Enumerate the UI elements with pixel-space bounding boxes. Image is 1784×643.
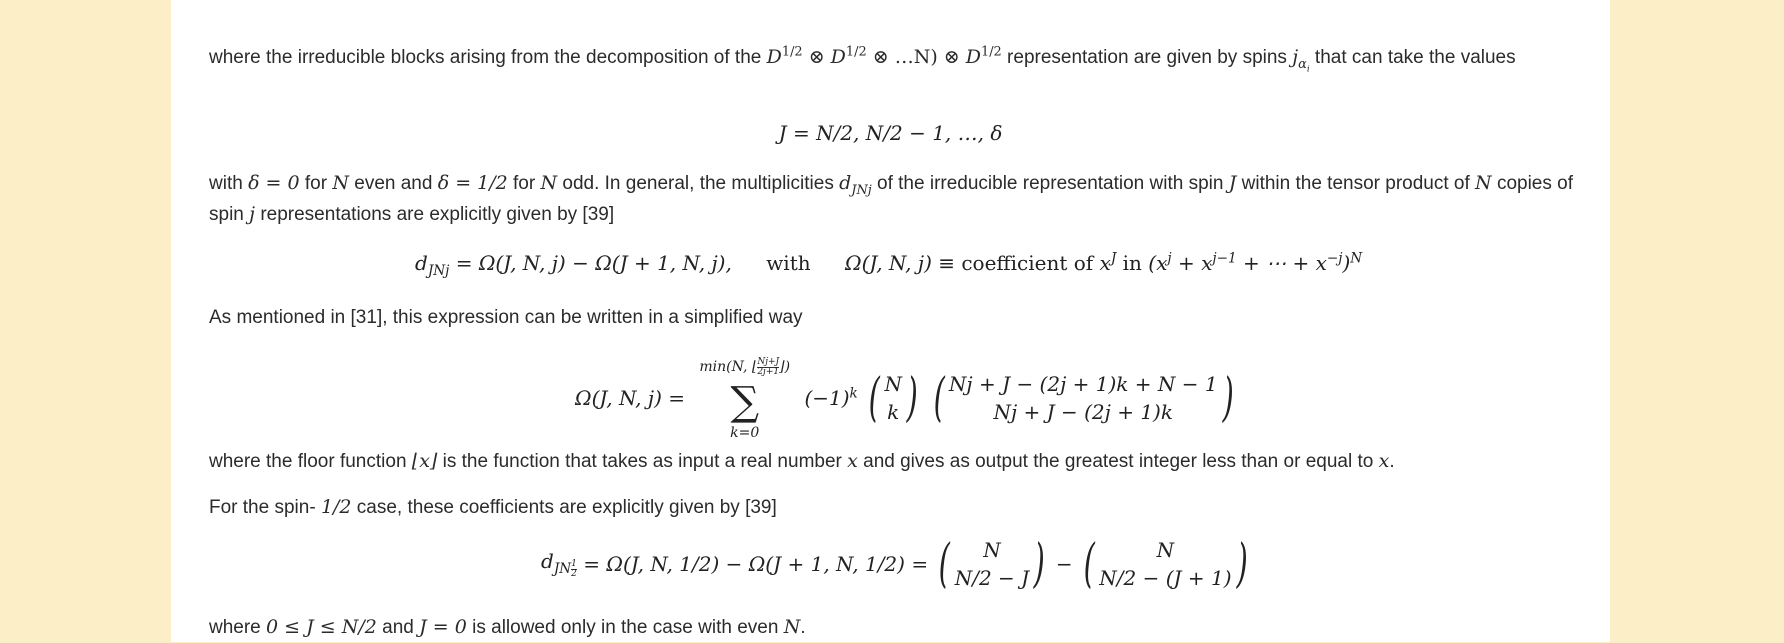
text: representation are given by spins <box>1001 47 1293 68</box>
paragraph-irreducible-blocks <box>209 42 1584 73</box>
equation-spin-half-coefficients: $d_{JN \frac{1}{2}}$ = Ω(J, N, 1/2) − Ω(J + 1, N, 1/2) = ( N N/2 − J ) − ( N N/2 − (J + 1) ) <box>541 536 1541 592</box>
equation-multiplicity-definition: $d_{JNj} = \Omega(J$, N, j) − Ω(J + 1, N, j), with Ω(J, N, j) ≡ coefficient of $x^J$ in ($x^j + x^{j-1}$ + ⋯ + $x^{-j})^N$ <box>415 250 1363 279</box>
spin-j-alpha: $j_{\alpha_i}$ <box>1292 46 1310 75</box>
binomial-N-k: ( N k ) <box>868 368 918 428</box>
binomial-N-half-J: ( N N/2 − J ) <box>939 534 1045 594</box>
equation-omega-sum: Ω(J, N, j) = min(N, ⌊ $\frac{Nj+J}{2j+1}$ ⌋) ∑ k=0 $(-1)^k$ ( N k ) ( Nj + J − (2j + 1)k + N − 1 Nj + J − (2j + 1)k ) <box>575 352 1475 432</box>
summation: min(N, ⌊ $\frac{Nj+J}{2j+1}$ ⌋) ∑ k=0 <box>699 356 791 441</box>
text: where the irreducible blocks arising from the decomposition of the <box>209 47 767 68</box>
paragraph-floor-function: where the floor function ⌊x⌋ is the function that takes as input a real number x and gives as output the greatest integer less than or equal to x. <box>209 450 1395 472</box>
tensor-product-expression: $D^{1/2}$ ⊗ $D^{1/2}$ ⊗ …N) ⊗ $D^{1/2}$ <box>766 44 1002 68</box>
math-floor: ⌊x⌋ <box>411 450 438 472</box>
math-delta-zero: δ = 0 <box>248 172 300 194</box>
paragraph-spin-half: For the spin- 1/2 case, these coefficients are explicitly given by [39] <box>209 496 777 518</box>
equation-spin-values: J = N/2, N/2 − 1, …, δ <box>778 121 1003 145</box>
paragraph-constraints: where 0 ≤ J ≤ N/2 and J = 0 is allowed only in the case with even N. <box>209 616 806 638</box>
paper-page <box>171 0 1610 642</box>
binomial-main: ( Nj + J − (2j + 1)k + N − 1 Nj + J − (2j + 1)k ) <box>933 368 1234 428</box>
binomial-N-half-J-plus-1: ( N N/2 − (J + 1) ) <box>1083 534 1248 594</box>
math-delta-half: δ = 1/2 <box>437 172 508 194</box>
text: that can take the values <box>1309 47 1516 68</box>
paragraph-multiplicities: with δ = 0 for N even and δ = 1/2 for N odd. In general, the multiplicities $d_{JNj}$ of the irreducible representation with spin J within the tensor product of N copies of spin j representations are explicitly given by [39] <box>209 172 1573 225</box>
paragraph-simplified: As mentioned in [31], this expression can be written in a simplified way <box>209 307 803 328</box>
math-dJNj: $d_{JNj}$ <box>839 172 872 198</box>
